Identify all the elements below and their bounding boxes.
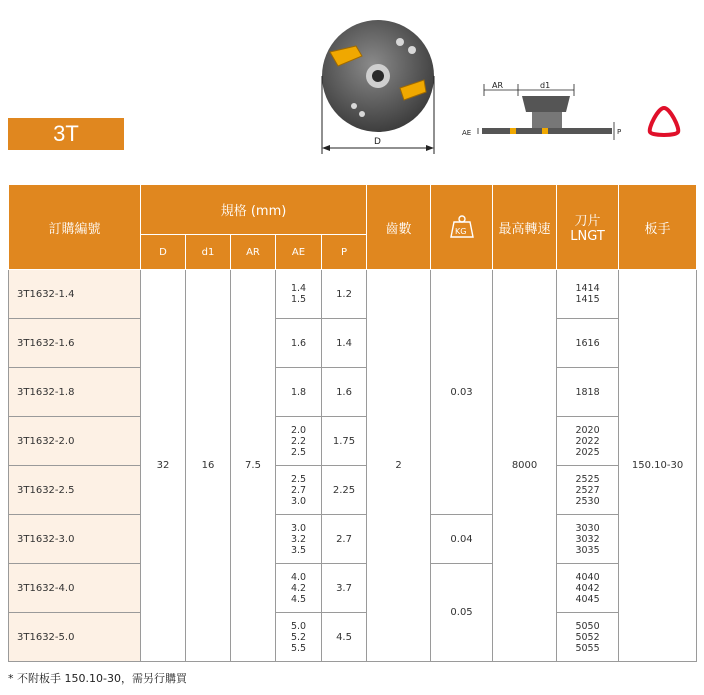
value-insert: 1818 xyxy=(557,368,619,417)
value-insert: 1414 1415 xyxy=(557,270,619,319)
value-insert: 3030 3032 3035 xyxy=(557,515,619,564)
value-insert: 1616 xyxy=(557,319,619,368)
table-row xyxy=(9,613,697,662)
header-weight xyxy=(431,185,493,270)
header-max-speed: 最高轉速 xyxy=(493,185,557,270)
header-wrench: 板手 xyxy=(619,185,697,270)
order-code: 3T1632-3.0 xyxy=(9,515,141,564)
order-code: 3T1632-2.0 xyxy=(9,417,141,466)
value-ae: 2.5 2.7 3.0 xyxy=(276,466,322,515)
table-row xyxy=(9,466,697,515)
order-code: 3T1632-1.8 xyxy=(9,368,141,417)
footnote: * 不附板手 150.10-30，需另行購買 xyxy=(8,672,187,685)
value-d1: 16 xyxy=(186,270,231,662)
subheader-ar: AR xyxy=(231,235,276,270)
order-code: 3T1632-4.0 xyxy=(9,564,141,613)
table-row xyxy=(9,319,697,368)
value-weight: 0.05 xyxy=(431,564,493,662)
series-badge: 3T xyxy=(8,118,124,150)
subheader-d: D xyxy=(141,235,186,270)
value-insert: 4040 4042 4045 xyxy=(557,564,619,613)
dim-label-ae: AE xyxy=(462,129,472,137)
header-spec: 規格 (mm) xyxy=(141,185,367,235)
header-order-no: 訂購編號 xyxy=(9,185,141,270)
value-ae: 1.6 xyxy=(276,319,322,368)
value-ae: 2.0 2.2 2.5 xyxy=(276,417,322,466)
order-code: 3T1632-1.6 xyxy=(9,319,141,368)
weight-icon-label: KG xyxy=(454,226,466,236)
cutter-illustration xyxy=(316,16,440,156)
table-row xyxy=(9,270,697,319)
header-teeth: 齒數 xyxy=(367,185,431,270)
table-row xyxy=(9,564,697,613)
header-insert: 刀片 LNGT xyxy=(557,185,619,270)
value-insert: 2020 2022 2025 xyxy=(557,417,619,466)
value-teeth: 2 xyxy=(367,270,431,662)
value-p: 1.4 xyxy=(322,319,367,368)
value-weight: 0.04 xyxy=(431,515,493,564)
value-p: 1.6 xyxy=(322,368,367,417)
spec-table xyxy=(8,184,697,662)
value-p: 2.25 xyxy=(322,466,367,515)
value-max-speed: 8000 xyxy=(493,270,557,662)
value-ae: 5.0 5.2 5.5 xyxy=(276,613,322,662)
value-ar: 7.5 xyxy=(231,270,276,662)
dim-label-ar: AR xyxy=(492,81,504,90)
triangle-insert-icon xyxy=(644,104,684,140)
value-ae: 1.8 xyxy=(276,368,322,417)
value-ae: 1.4 1.5 xyxy=(276,270,322,319)
value-p: 1.75 xyxy=(322,417,367,466)
value-wrench: 150.10-30 xyxy=(619,270,697,662)
value-weight: 0.03 xyxy=(431,270,493,515)
side-view-diagram xyxy=(462,78,632,156)
order-code: 3T1632-5.0 xyxy=(9,613,141,662)
value-p: 3.7 xyxy=(322,564,367,613)
order-code: 3T1632-1.4 xyxy=(9,270,141,319)
order-code: 3T1632-2.5 xyxy=(9,466,141,515)
value-d: 32 xyxy=(141,270,186,662)
value-insert: 2525 2527 2530 xyxy=(557,466,619,515)
table-row xyxy=(9,515,697,564)
subheader-d1: d1 xyxy=(186,235,231,270)
value-ae: 4.0 4.2 4.5 xyxy=(276,564,322,613)
subheader-ae: AE xyxy=(276,235,322,270)
value-ae: 3.0 3.2 3.5 xyxy=(276,515,322,564)
table-row xyxy=(9,417,697,466)
value-p: 4.5 xyxy=(322,613,367,662)
dim-label-d1: d1 xyxy=(540,81,551,90)
subheader-p: P xyxy=(322,235,367,270)
value-p: 1.2 xyxy=(322,270,367,319)
dim-label-p: P xyxy=(617,128,622,136)
dim-label-d: D xyxy=(374,137,381,147)
weight-icon xyxy=(449,213,475,239)
table-row xyxy=(9,368,697,417)
value-insert: 5050 5052 5055 xyxy=(557,613,619,662)
value-p: 2.7 xyxy=(322,515,367,564)
